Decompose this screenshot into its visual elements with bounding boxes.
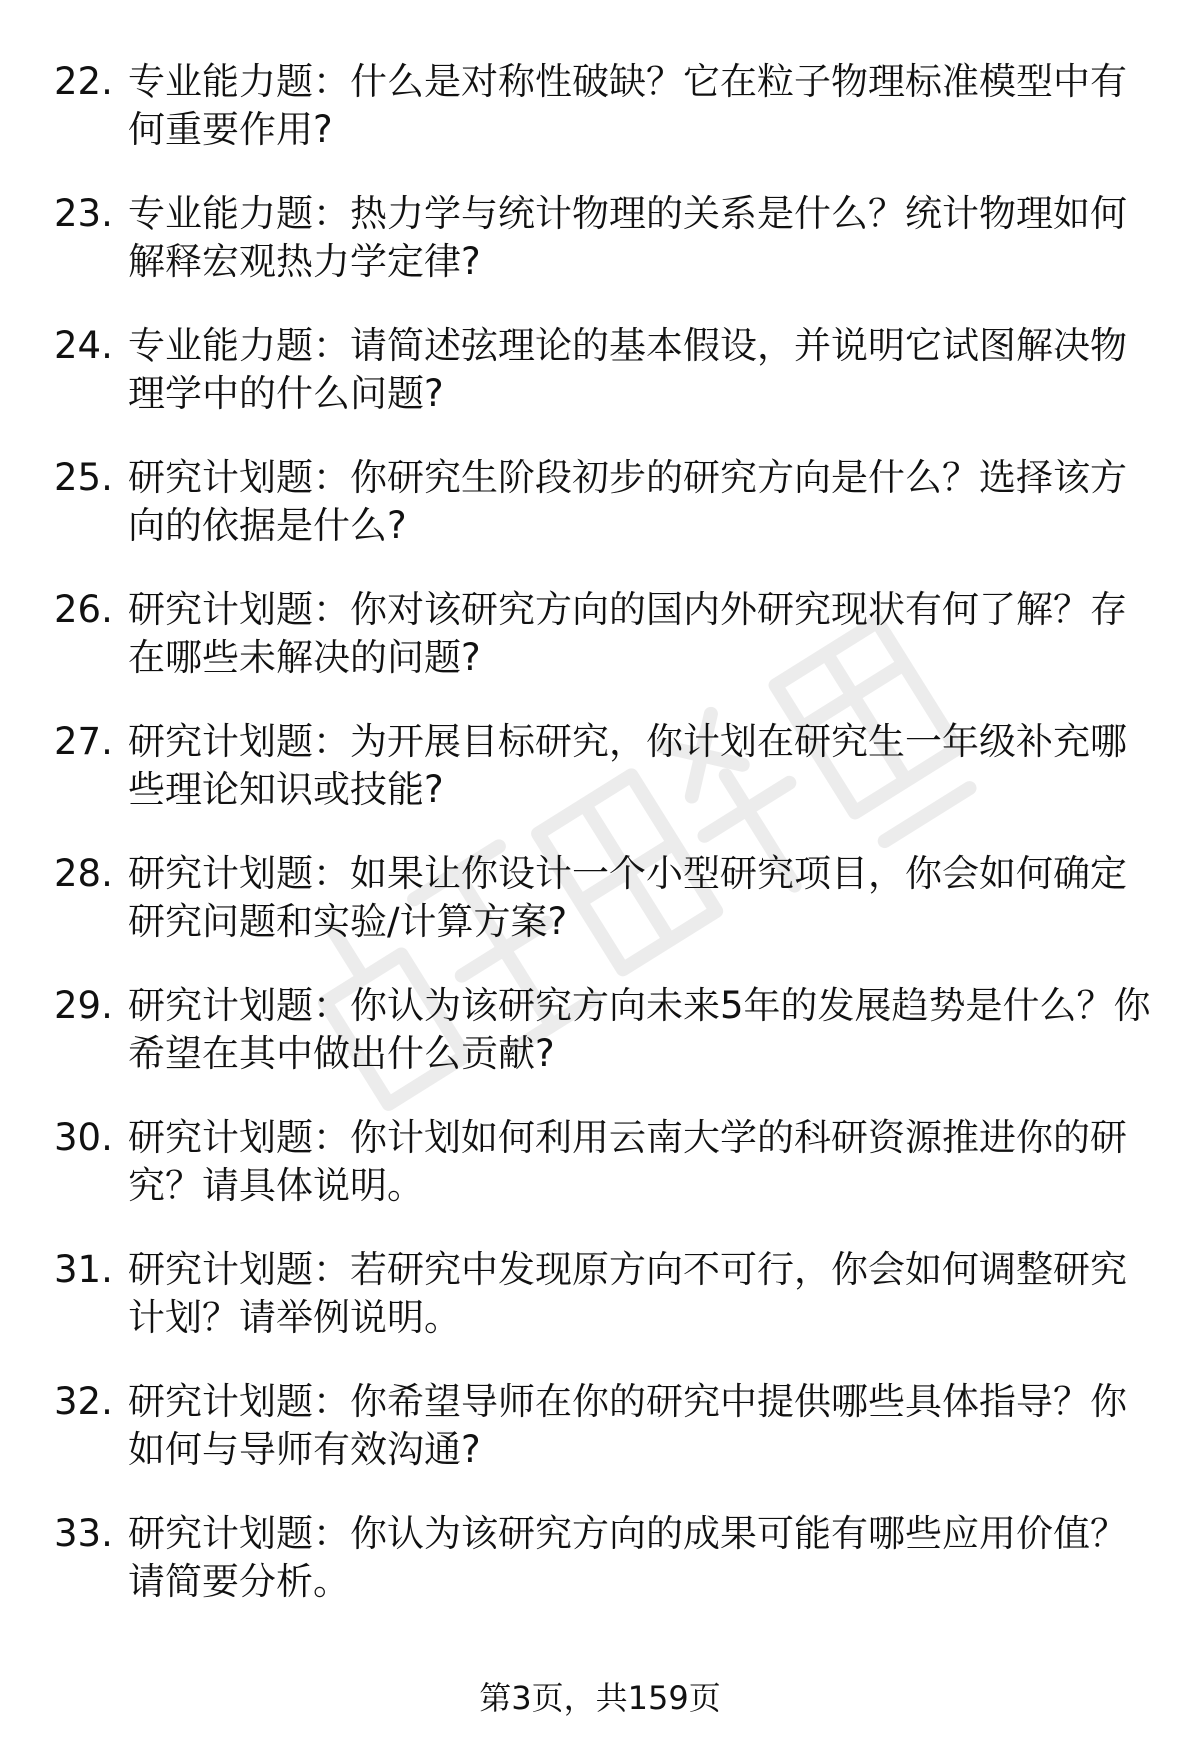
question-text: 研究计划题：你希望导师在你的研究中提供哪些具体指导？你如何与导师有效沟通? bbox=[128, 1380, 1127, 1471]
question-number: 31. bbox=[54, 1248, 113, 1291]
question-number: 25. bbox=[54, 456, 113, 499]
question-item bbox=[0, 586, 1200, 718]
question-item bbox=[0, 850, 1200, 982]
question-text: 研究计划题：若研究中发现原方向不可行，你会如何调整研究计划？请举例说明。 bbox=[128, 1248, 1127, 1339]
question-item bbox=[0, 982, 1200, 1114]
question-text: 研究计划题：你认为该研究方向的成果可能有哪些应用价值？请简要分析。 bbox=[128, 1512, 1127, 1603]
question-number: 27. bbox=[54, 720, 113, 763]
question-number: 29. bbox=[54, 984, 113, 1027]
question-list bbox=[0, 58, 1200, 1642]
question-text: 研究计划题：如果让你设计一个小型研究项目，你会如何确定研究问题和实验/计算方案? bbox=[128, 852, 1127, 943]
question-item bbox=[0, 190, 1200, 322]
question-text: 研究计划题：你对该研究方向的国内外研究现状有何了解？存在哪些未解决的问题? bbox=[128, 588, 1127, 679]
question-text: 研究计划题：你计划如何利用云南大学的科研资源推进你的研究？请具体说明。 bbox=[128, 1116, 1127, 1207]
question-number: 23. bbox=[54, 192, 113, 235]
question-number: 28. bbox=[54, 852, 113, 895]
question-number: 22. bbox=[54, 60, 113, 103]
question-item bbox=[0, 718, 1200, 850]
question-text: 研究计划题：你认为该研究方向未来5年的发展趋势是什么？你希望在其中做出什么贡献? bbox=[128, 984, 1151, 1075]
question-number: 30. bbox=[54, 1116, 113, 1159]
question-number: 24. bbox=[54, 324, 113, 367]
question-item bbox=[0, 1114, 1200, 1246]
question-item bbox=[0, 1378, 1200, 1510]
question-number: 26. bbox=[54, 588, 113, 631]
question-text: 研究计划题：你研究生阶段初步的研究方向是什么？选择该方向的依据是什么? bbox=[128, 456, 1127, 547]
question-text: 专业能力题：什么是对称性破缺？它在粒子物理标准模型中有何重要作用? bbox=[128, 60, 1127, 151]
question-item bbox=[0, 1246, 1200, 1378]
question-item bbox=[0, 1510, 1200, 1642]
question-text: 专业能力题：请简述弦理论的基本假设，并说明它试图解决物理学中的什么问题? bbox=[128, 324, 1127, 415]
question-item bbox=[0, 454, 1200, 586]
question-item bbox=[0, 322, 1200, 454]
question-item bbox=[0, 58, 1200, 190]
question-number: 33. bbox=[54, 1512, 113, 1555]
question-text: 研究计划题：为开展目标研究，你计划在研究生一年级补充哪些理论知识或技能? bbox=[128, 720, 1127, 811]
question-number: 32. bbox=[54, 1380, 113, 1423]
question-text: 专业能力题：热力学与统计物理的关系是什么？统计物理如何解释宏观热力学定律? bbox=[128, 192, 1127, 283]
page-number-footer: 第3页，共159页 bbox=[479, 1679, 721, 1717]
